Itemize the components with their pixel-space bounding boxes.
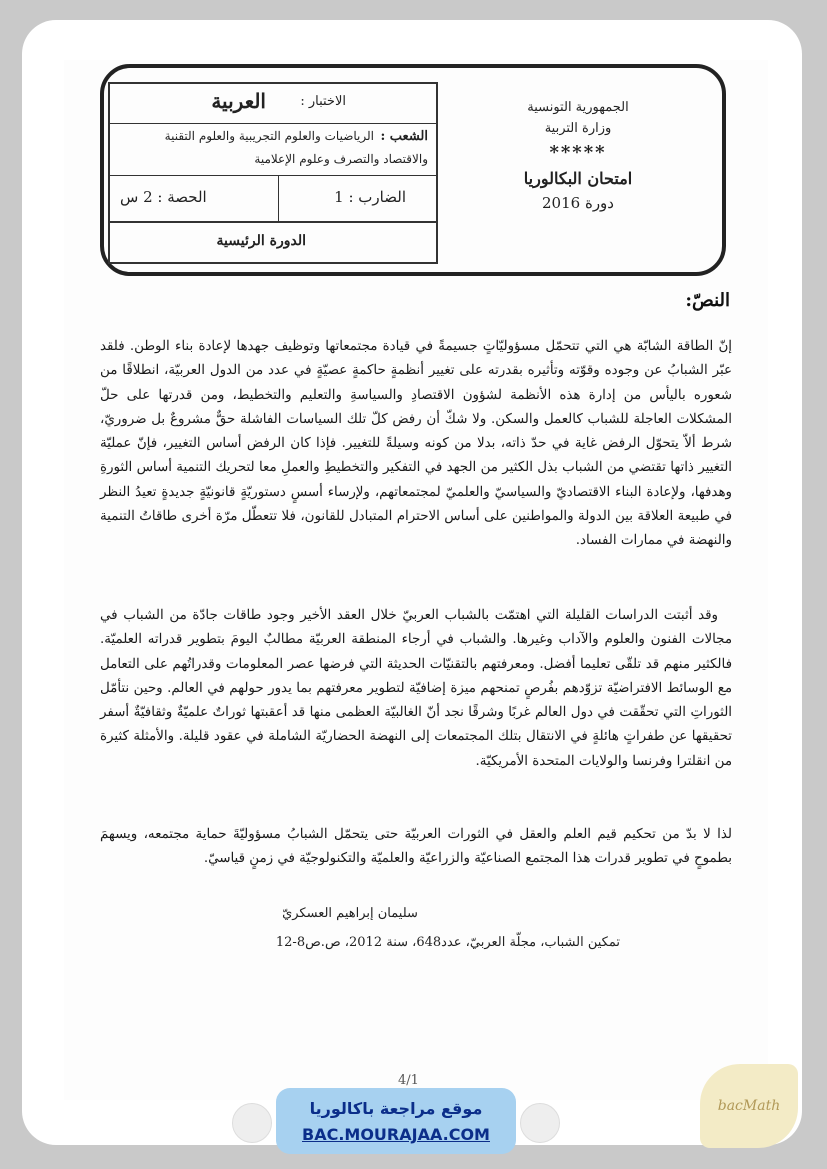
session-row <box>110 223 436 264</box>
branch-line2: والاقتصاد والتصرف وعلوم الإعلامية <box>254 152 428 166</box>
site-logo-left-icon <box>232 1103 272 1143</box>
paragraph-3-block <box>100 823 732 872</box>
paragraph-1: إنّ الطاقة الشابّة هي التي تتحمّل مسؤوليّاتٍ جسيمةً في قيادة مجتمعاتها وتوظيف جهدها لإعادة بناء الوطن. فلقد عبّر الشبابُ عن وجوده وقوّته وتأثيره بقدرته على تغيير أنظمةٍ حاكمةٍ عصيّةٍ في عدد من الدول العربيّة، انطلاقًا من شعوره باليأس من إدارة هذه الأنظمة لشؤون الاقتصادِ والسياسةِ والتعليم والتخطيط، ومن قدرتها على حلّ المشكلات العاجلة للشباب كالعمل والسكن. ولا شكّ أن رفض كلّ تلك السياسات الفاشلة حقٌّ مشروعٌ بل ضروريّ، شرط ألاّ يتحوّل الرفض غاية في حدّ ذاته، بدلا من كونه وسيلةً للتغيير. فإذا كان الرفض أساس التغيير، فإنّ عمليّة التغيير ذاتها تقتضي من الشباب بذل الكثير من الجهد في التفكير والتخطيطِ والعملِ معا لتحريك التنمية أساس الثورةِ وهدفها، ولإعادة البناء الاقتصاديّ والسياسيّ والعلميّ لمجتمعاتهم، ولإرساء أسسٍ دستوريّةٍ قانونيّةٍ جديدةٍ تعيدُ النظر في طبيعة العلاقة بين الدولة والمواطنين على أساس الاحترام المتبادل للقانون، فلا تتعطّل مرّة أخرى طاقاتُ التنمية والنهضة في ممارات الفساد. <box>100 339 732 549</box>
paragraph-1-block <box>100 335 732 554</box>
subject-label: الاختبار : <box>300 94 346 109</box>
page-number: 4/1 <box>398 1073 419 1088</box>
subject-row <box>110 84 436 124</box>
exam-name: امتحان البكالوريا <box>523 169 633 188</box>
branch-row <box>110 124 436 176</box>
author: سليمان إبراهيم العسكريّ <box>282 906 418 921</box>
duration: الحصة : 2 س <box>120 188 207 206</box>
site-logo-right-icon <box>520 1103 560 1143</box>
text-title: النصّ: <box>685 290 730 311</box>
stars: ***** <box>549 142 607 163</box>
coefficient: الضارب : 1 <box>334 188 406 206</box>
session-type: الدورة الرئيسية <box>216 233 306 249</box>
coef-row <box>110 176 436 223</box>
session-year: دورة 2016 <box>542 194 614 212</box>
paragraph-3: لذا لا بدّ من تحكيم قيم العلم والعقل في الثورات العربيّة حتى يتحمّل الشبابُ مسؤوليّةَ حماية مجتمعه، ويسهمَ بطموحٍ في تطوير قدرات هذا المجتمع الصناعيّة والزراعيّة والعلميّة والتكنولوجيّة في زمنٍ قياسيّ. <box>100 827 732 867</box>
paragraph-2: وقد أثبتت الدراسات القليلة التي اهتمّت بالشباب العربيّ خلال العقد الأخير وجود طاقات جادّة من الشباب في مجالات الفنون والعلوم والآداب وغيرها. والشباب في أرجاء المنطقة العربيّة مطالبٌ اليومَ بتطوير قدراته العلميّة. فالكثير منهم قد تلقّى تعليما أفضل. ومعرفتهم بالتقنيّات الحديثة التي فرضها عصر المعلومات وقدراتُهم على التعامل مع الوسائط الافتراضيّة تزوّدهم بفُرصٍ تمنحهم ميزة إضافيّة لتطوير معرفتهم بما يدور حولهم في العالم. وحين نتأمّل الثوراتِ التي تحقّقت في دول العالم غربًا وشرقًا نجد أنّ الغالبيّة العظمى منها قد أعقبتها ثوراتٌ علميّةٌ وثقافيّةٌ أسفر تحقيقها عن طفراتٍ هائلةٍ في الانتقال بتلك المجتمعات إلى النهضة الحضاريّة الشاملة في عقود قليلة. والأمثلة كثيرة من انقلترا وفرنسا والولايات المتحدة الأمريكيّة. <box>100 608 732 769</box>
banner-url[interactable]: BAC.MOURAJAA.COM <box>302 1125 490 1144</box>
exam-info-box <box>108 82 438 264</box>
bacmath-badge: bacMath <box>700 1064 798 1148</box>
branch-line1: الرياضيات والعلوم التجريبية والعلوم التقنية <box>164 129 374 143</box>
republic: الجمهورية التونسية <box>527 100 629 115</box>
ministry-header <box>458 100 698 218</box>
source-citation: تمكين الشباب، مجلّة العربيّ، عدد648، سنة 2012، ص.ص8-12 <box>275 935 620 950</box>
subject-name: العربية <box>211 89 266 113</box>
site-banner[interactable] <box>276 1088 516 1154</box>
paragraph-2-block <box>100 604 732 774</box>
branch-label: الشعب : <box>380 129 428 144</box>
ministry: وزارة التربية <box>544 121 612 136</box>
banner-title: موقع مراجعة باكالوريا <box>309 1099 483 1118</box>
coef-divider <box>278 176 279 221</box>
